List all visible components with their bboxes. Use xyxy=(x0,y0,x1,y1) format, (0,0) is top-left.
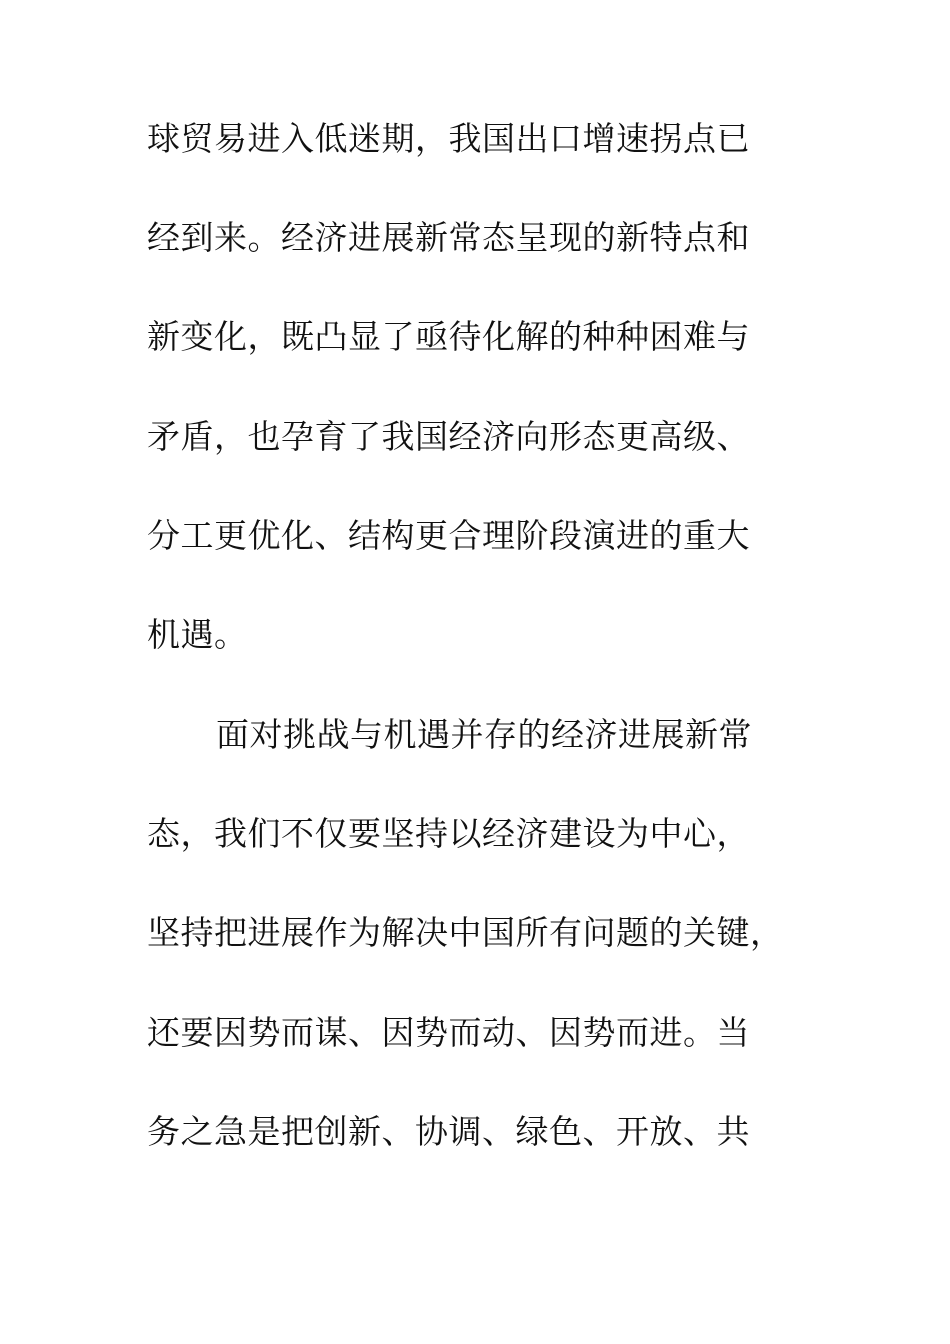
text-line-9: 坚持把进展作为解决中国所有问题的关键， xyxy=(147,913,784,952)
text-line-11: 务之急是把创新、协调、绿色、开放、共 xyxy=(147,1112,750,1151)
text-line-3: 新变化，既凸显了亟待化解的种种困难与 xyxy=(147,317,750,356)
text-line-1: 球贸易进入低迷期，我国出口增速拐点已 xyxy=(147,119,750,158)
text-line-4: 矛盾，也孕育了我国经济向形态更高级、 xyxy=(147,417,750,456)
text-line-2: 经到来。经济进展新常态呈现的新特点和 xyxy=(147,218,750,257)
text-line-8: 态，我们不仅要坚持以经济建设为中心， xyxy=(147,814,750,853)
paragraph-start-line: 面对挑战与机遇并存的经济进展新常 xyxy=(216,715,752,754)
text-line-5: 分工更优化、结构更合理阶段演进的重大 xyxy=(147,516,750,555)
text-line-6: 机遇。 xyxy=(147,615,248,654)
text-line-10: 还要因势而谋、因势而动、因势而进。当 xyxy=(147,1013,750,1052)
